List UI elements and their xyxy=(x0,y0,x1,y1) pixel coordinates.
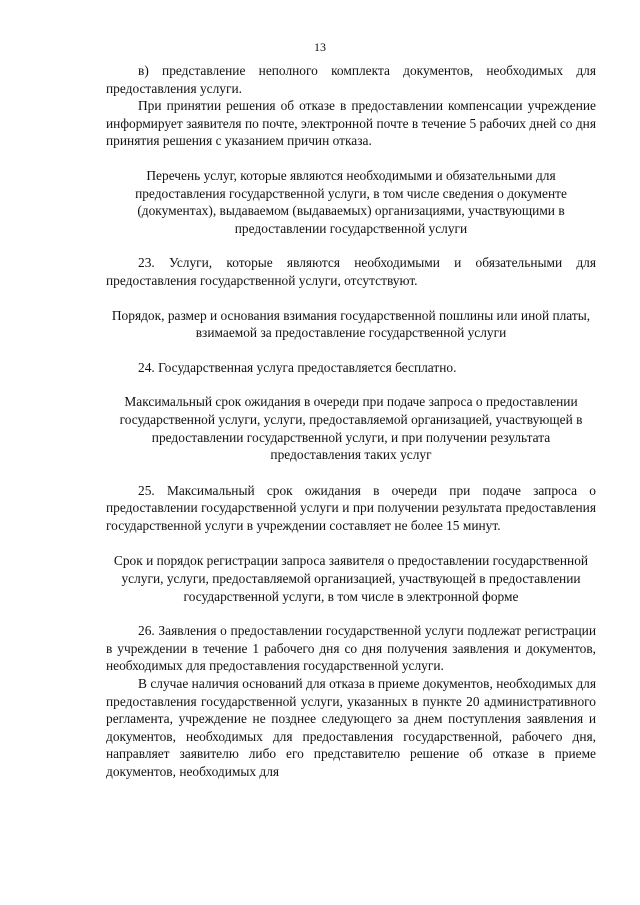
section-heading-required-services: Перечень услуг, которые являются необходимыми и обязательными для предоставления государственной услуги, в том числе сведения о документе (документах), выдаваемом (выдаваемых) организациями, участвующими в предоставлении государственной услуги xyxy=(135,167,567,236)
section-heading-request-registration: Срок и порядок регистрации запроса заявителя о предоставлении государственной услуги, услуги, предоставляемой организацией, участвующей в предоставлении государственной услуги, в том числе в электронной форме xyxy=(113,553,589,604)
paragraph-24: 24. Государственная услуга предоставляется бесплатно. xyxy=(138,359,457,375)
paragraph-23: 23. Услуги, которые являются необходимыми и обязательными для предоставления государственной услуги, отсутствуют. xyxy=(106,255,596,288)
page-number: 13 xyxy=(314,40,326,54)
paragraph-26: 26. Заявления о предоставлении государственной услуги подлежат регистрации в учреждении в течение 1 рабочего дня со дня получения заявления и документов, необходимых для предоставления государственной услуги. xyxy=(106,623,596,674)
section-heading-queue-time: Максимальный срок ожидания в очереди при подаче запроса о предоставлении государственной услуги, услуги, предоставляемой организацией, участвующей в предоставлении государственной услуги, и при получении результата предоставления таких услуг xyxy=(119,394,583,463)
section-heading-state-fee: Порядок, размер и основания взимания государственной пошлины или иной платы, взимаемой за предоставление государственной услуги xyxy=(111,307,591,341)
paragraph-refusal-grounds: В случае наличия оснований для отказа в приеме документов, необходимых для предоставления государственной услуги, указанных в пункте 20 административного регламента, учреждение не позднее следующего за днем поступления заявления и документов, необходимых для предоставления государственной, рабочего дня, направляет заявителю либо его представителю решение об отказе в приеме документов, необходимых для xyxy=(106,676,596,779)
paragraph-25: 25. Максимальный срок ожидания в очереди при подаче запроса о предоставлении государственной услуги и при получении результата предоставления государственной услуги в учреждении составляет не более 15 минут. xyxy=(106,482,596,533)
paragraph-refusal-incomplete-docs: в) представление неполного комплекта документов, необходимых для предоставления услуги. xyxy=(106,63,596,96)
document-body xyxy=(106,62,596,781)
paragraph-refusal-notification: При принятии решения об отказе в предоставлении компенсации учреждение информирует заявителя по почте, электронной почте в течение 5 рабочих дней со дня принятия решения с указанием причин отказа. xyxy=(106,98,596,149)
